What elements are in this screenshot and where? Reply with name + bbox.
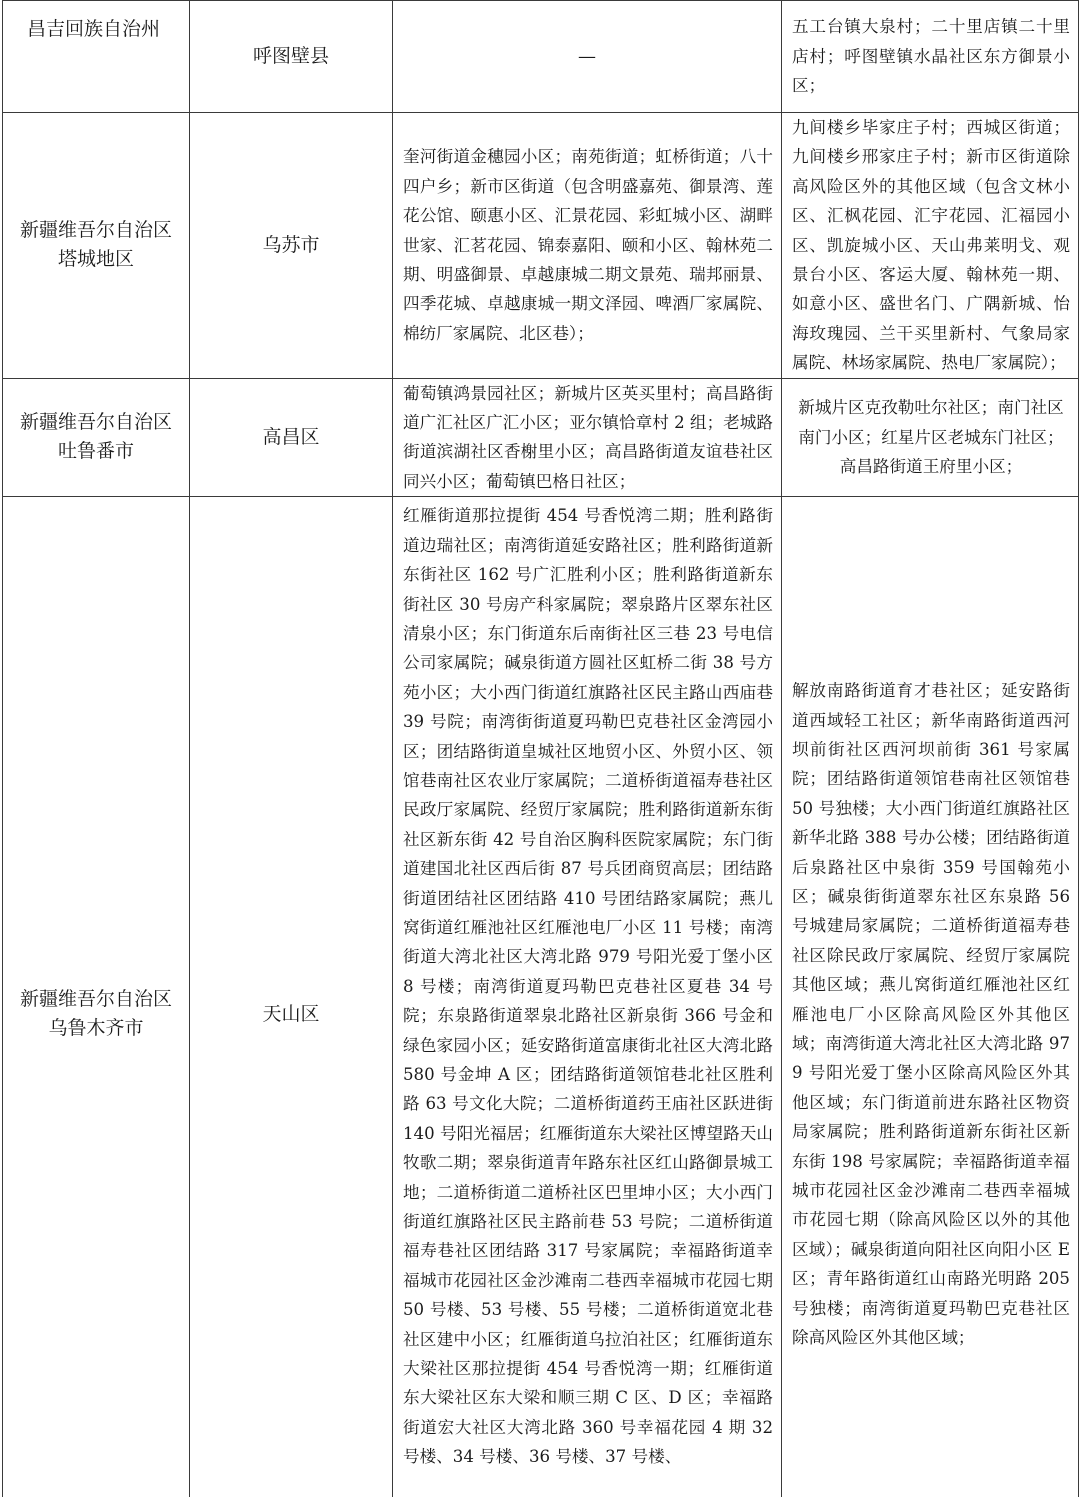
high-risk-cell: 葡萄镇鸿景园社区；新城片区英买里村；高昌路街道广汇社区广汇小区；亚尔镇恰章村 2 组；老城路街道滨湖社区香榭里小区；高昌路街道友谊巷社区同兴小区；葡萄镇巴格日社区； (393, 378, 782, 497)
county-cell: 乌苏市 (190, 113, 393, 379)
county-cell: 呼图壁县 (190, 1, 393, 113)
region-cell: 新疆维吾尔自治区 吐鲁番市 (3, 378, 190, 497)
county-cell: 高昌区 (190, 378, 393, 497)
table-row (3, 1, 1079, 113)
medium-risk-cell: 九间楼乡毕家庄子村；西城区街道；九间楼乡邢家庄子村；新市区街道除高风险区外的其他区域（包含文林小区、汇枫花园、汇宇花园、汇福园小区、凯旋城小区、天山弗莱明戈、观景台小区、客运大厦、翰林苑一期、如意小区、盛世名门、广隅新城、怡海玫瑰园、兰干买里新村、气象局家属院、林场家属院、热电厂家属院）； (782, 113, 1079, 379)
region-cell: 昌吉回族自治州 (3, 1, 190, 113)
medium-risk-cell: 新城片区克孜勒吐尔社区；南门社区南门小区；红星片区老城东门社区；高昌路街道王府里小区； (782, 378, 1079, 497)
risk-area-table (2, 0, 1079, 1497)
medium-risk-cell: 五工台镇大泉村；二十里店镇二十里店村；呼图壁镇水晶社区东方御景小区； (782, 1, 1079, 113)
region-cell: 新疆维吾尔自治区 乌鲁木齐市 (3, 497, 190, 1497)
high-risk-cell: 红雁街道那拉提街 454 号香悦湾二期；胜利路街道边瑞社区；南湾街道延安路社区；胜利路街道新东街社区 162 号广汇胜利小区；胜利路街道新东街社区 30 号房产科家属院；翠泉路片区翠东社区清泉小区；东门街道东后南街社区三巷 23 号电信公司家属院；碱泉街道方圆社区虹桥二街 38 号方苑小区；大小西门街道红旗路社区民主路山西庙巷 39 号院；南湾街街道夏玛勒巴克巷社区金湾园小区；团结路街道皇城社区地贸小区、外贸小区、领馆巷南社区农业厅家属院；二道桥街道福寿巷社区民政厅家属院、经贸厅家属院；胜利路街道新东街社区新东街 42 号自治区胸科医院家属院；东门街道建国北社区西后街 87 号兵团商贸高层；团结路街道团结社区团结路 410 号团结路家属院；燕儿窝街道红雁池社区红雁池电厂小区 11 号楼；南湾街道大湾北社区大湾北路 979 号阳光爱丁堡小区 8 号楼；南湾街道夏玛勒巴克巷社区夏巷 34 号院；东泉路街道翠泉北路社区新泉街 366 号金和绿色家园小区；延安路街道富康街北社区大湾北路 580 号金坤 A 区；团结路街道领馆巷北社区胜利路 63 号文化大院；二道桥街道药王庙社区跃进街 140 号阳光福居；红雁街道东大梁社区博望路天山牧歌二期；翠泉街道青年路东社区红山路御景城工地；二道桥街道二道桥社区巴里坤小区；大小西门街道红旗路社区民主路前巷 53 号院；二道桥街道福寿巷社区团结路 317 号家属院；幸福路街道幸福城市花园社区金沙滩南二巷西幸福城市花园七期 50 号楼、53 号楼、55 号楼；二道桥街道宽北巷社区建中小区；红雁街道乌拉泊社区；红雁街道东大梁社区那拉提街 454 号香悦湾一期；红雁街道东大梁社区东大梁和顺三期 C 区、D 区；幸福路街道宏大社区大湾北路 360 号幸福花园 4 期 32 号楼、34 号楼、36 号楼、37 号楼、 (393, 497, 782, 1497)
table-row (3, 497, 1079, 1497)
high-risk-cell: 奎河街道金穗园小区；南苑街道；虹桥街道；八十四户乡；新市区街道（包含明盛嘉苑、御景湾、莲花公馆、颐惠小区、汇景花园、彩虹城小区、湖畔世家、汇茗花园、锦泰嘉阳、颐和小区、翰林苑二期、明盛御景、卓越康城二期文景苑、瑞邦丽景、四季花城、卓越康城一期文泽园、啤酒厂家属院、棉纺厂家属院、北区巷）； (393, 113, 782, 379)
high-risk-cell: — (393, 1, 782, 113)
table-row (3, 378, 1079, 497)
medium-risk-cell: 解放南路街道育才巷社区；延安路街道西域轻工社区；新华南路街道西河坝前街社区西河坝前街 361 号家属院；团结路街道领馆巷南社区领馆巷 50 号独楼；大小西门街道红旗路社区新华北路 388 号办公楼；团结路街道后泉路社区中泉街 359 号国翰苑小区；碱泉街街道翠东社区东泉路 56 号城建局家属院；二道桥街道福寿巷社区除民政厅家属院、经贸厅家属院其他区域；燕儿窝街道红雁池社区红雁池电厂小区除高风险区外其他区域；南湾街道大湾北社区大湾北路 979 号阳光爱丁堡小区除高风险区外其他区域；东门街道前进东路社区物资局家属院；胜利路街道新东街社区新东街 198 号家属院；幸福路街道幸福城市花园社区金沙滩南二巷西幸福城市花园七期（除高风险区以外的其他区域）；碱泉街道向阳社区向阳小区 E 区；青年路街道红山南路光明路 205 号独楼；南湾街道夏玛勒巴克巷社区除高风险区外其他区域； (782, 497, 1079, 1497)
region-cell: 新疆维吾尔自治区 塔城地区 (3, 113, 190, 379)
table-row (3, 113, 1079, 379)
county-cell: 天山区 (190, 497, 393, 1497)
